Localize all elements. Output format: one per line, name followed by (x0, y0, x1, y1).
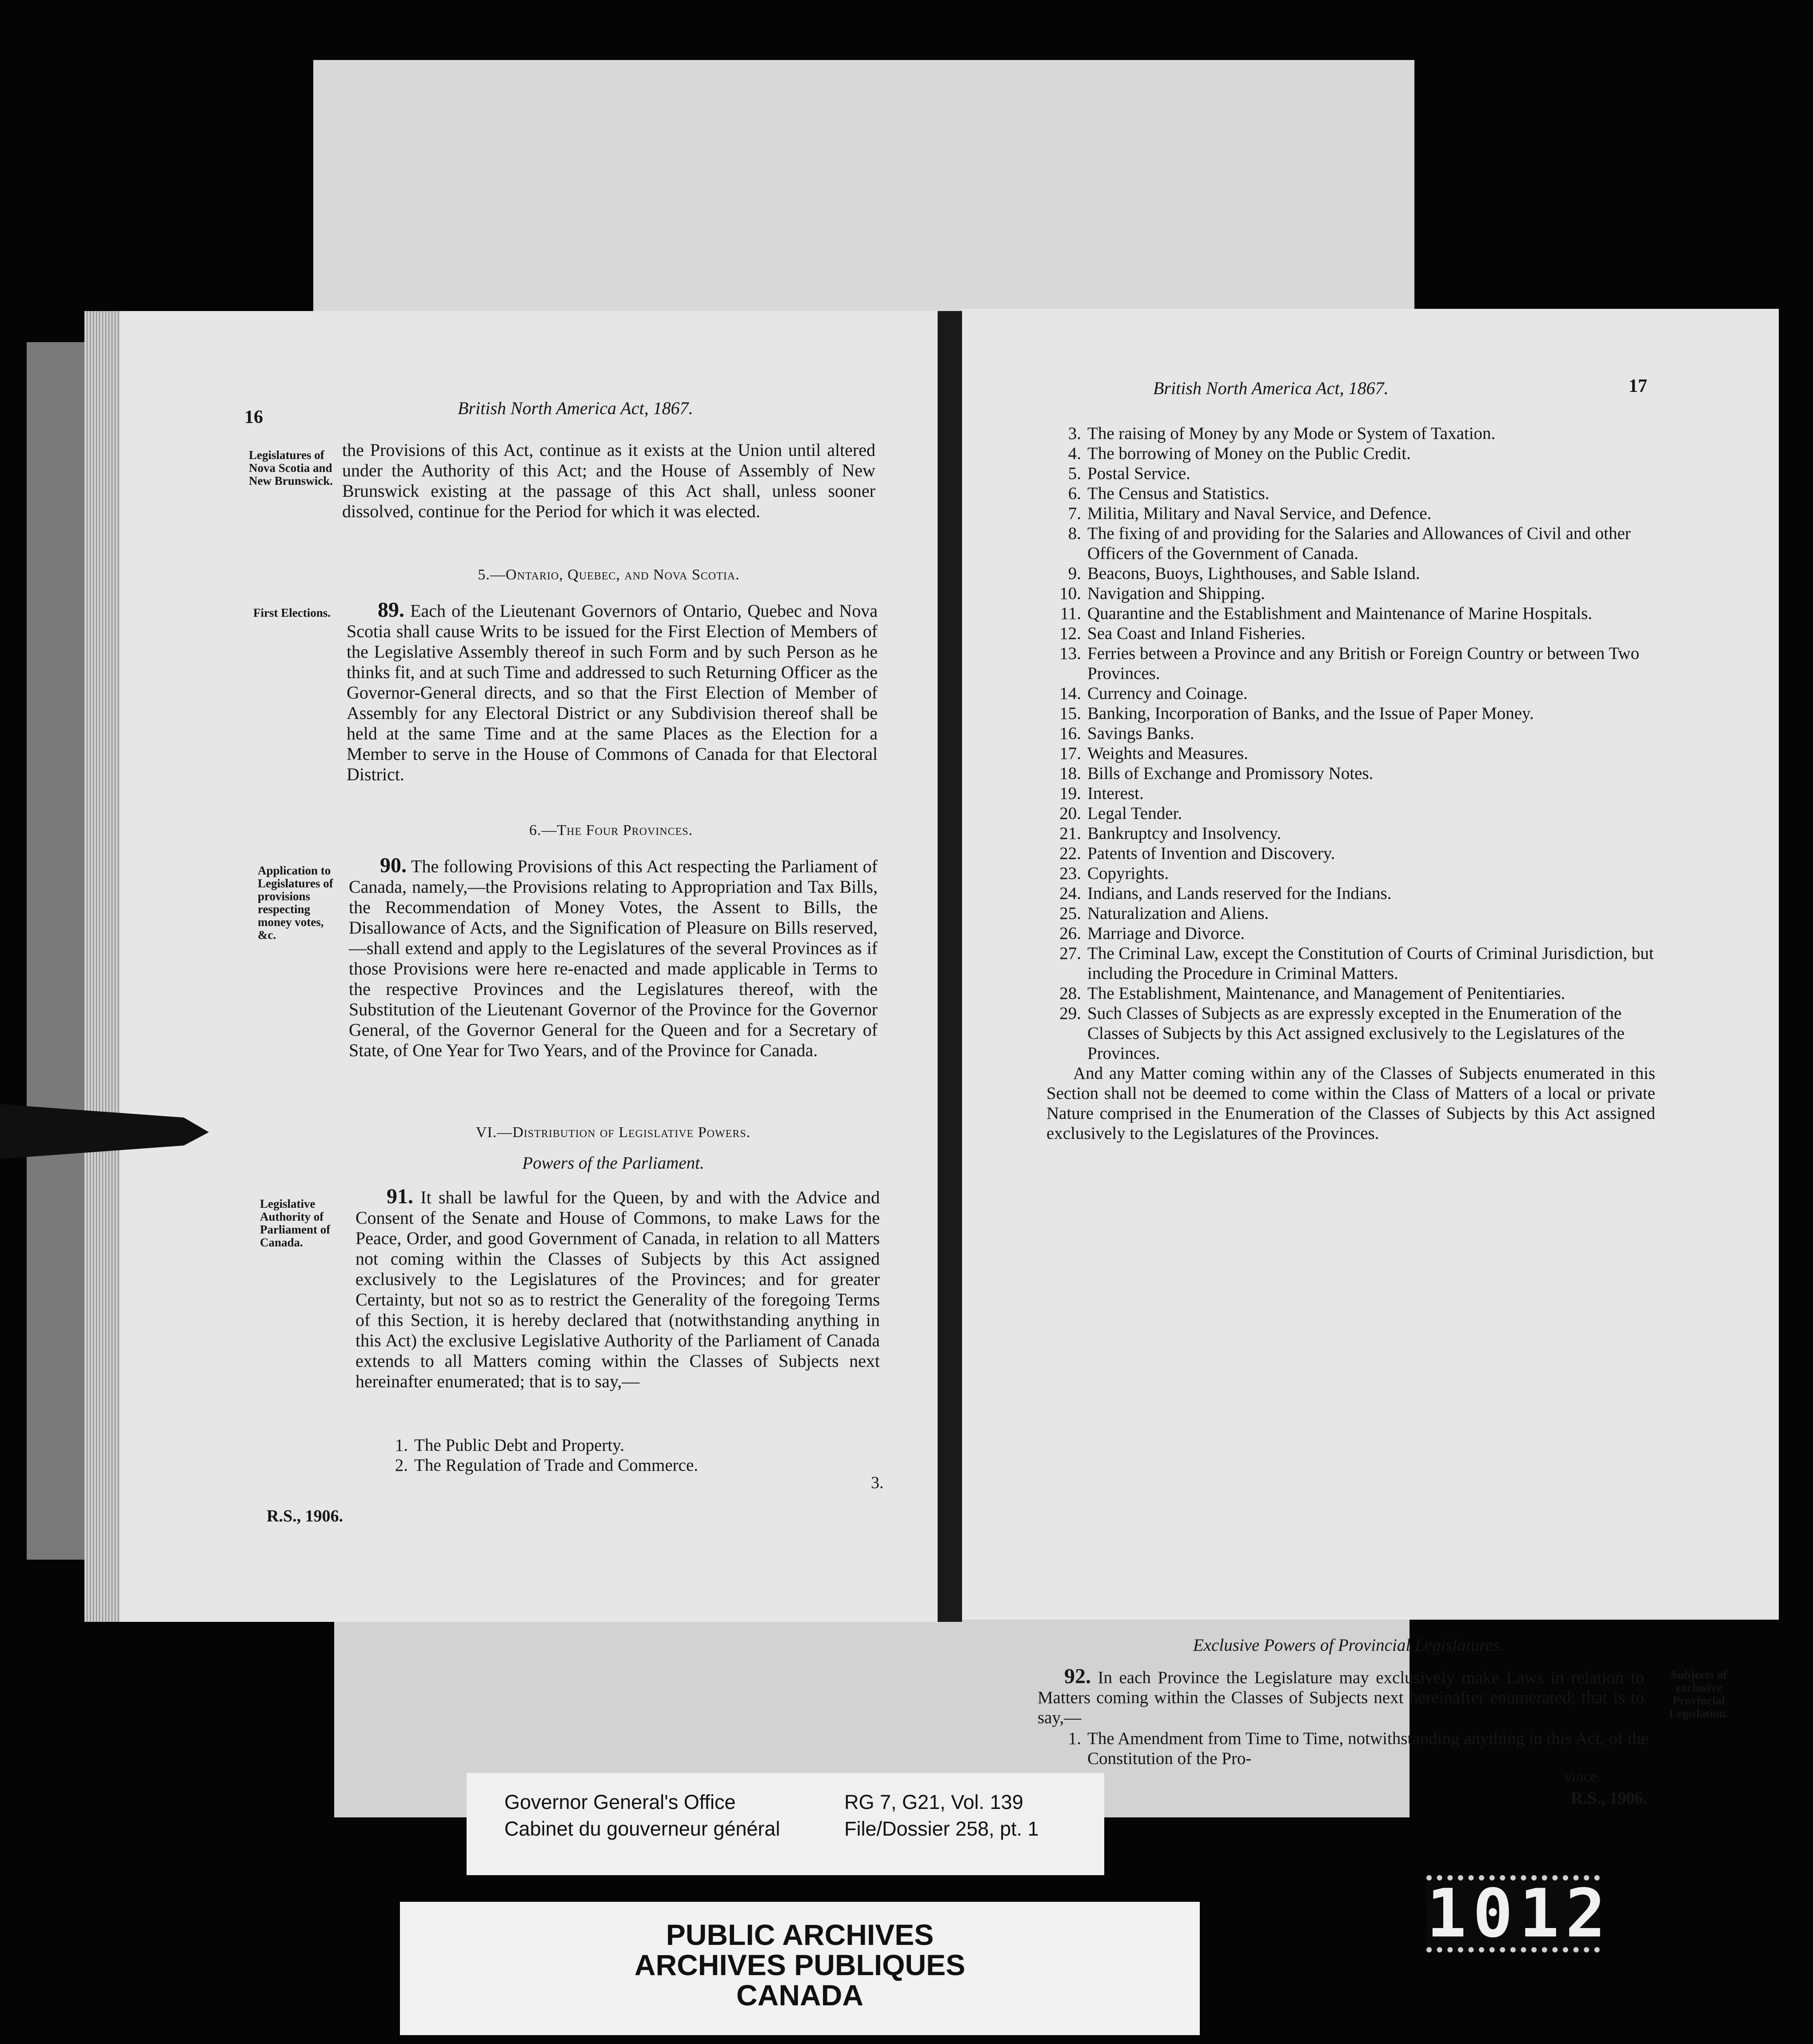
section-89 (347, 600, 878, 785)
right-item-list (1046, 423, 1655, 1143)
subheading-exclusive-powers: Exclusive Powers of Provincial Legislatures. (1193, 1636, 1505, 1655)
stamp-line-3: CANADA (736, 1979, 863, 2012)
left-catchword: 3. (871, 1473, 884, 1492)
left-running-head: British North America Act, 1867. (458, 398, 693, 418)
heading-distribution-powers: VI.—Distribution of Legislative Powers. (475, 1124, 751, 1141)
section-92-item-list (1046, 1729, 1655, 1769)
list-item: 27. The Criminal Law, except the Constitution of Courts of Criminal Jurisdiction, but including the Procedure in Criminal Matters. (1059, 944, 1654, 983)
list-item: 18. Bills of Exchange and Promissory Notes. (1059, 764, 1374, 783)
heading-four-provinces: 6.—The Four Provinces. (529, 822, 693, 838)
stamp-line-2: ARCHIVES PUBLIQUES (634, 1948, 966, 1981)
section-90-text: The following Provisions of this Act respecting the Parliament of Canada, namely,—the Provisions relating to Appropriation and Tax Bills, the Recommendation of Money Votes, the Assent to Bills, the Disallowance of Acts, and the Signification of Pleasure on Bills reserved,—shall extend and apply to the Legislatures of the several Provinces as if those Provisions were here re-enacted and made applicable in Terms to the respective Provinces and the Legislatures thereof, with the Substitution of the Lieutenant Governor of the Province for the Governor General, of the Governor General for the Queen and for a Secretary of State, of One Year for Two Years, and of the Province for Canada. (349, 856, 878, 1060)
list-item: 21. Bankruptcy and Insolvency. (1059, 824, 1282, 843)
list-item: 26. Marriage and Divorce. (1059, 924, 1245, 943)
list-item: 1. The Public Debt and Property. (395, 1436, 624, 1455)
section-91-text: It shall be lawful for the Queen, by and with the Advice and Consent of the Senate and House of Commons, to make Laws for the Peace, Order, and good Government of Canada, in relation to all Matters not coming within the Classes of Subjects by this Act assigned exclusively to the Legislatures of the Provinces; and for greater Certainty, but not so as to restrict the Generality of the foregoing Terms of this Section, it is hereby declared that (notwithstanding anything in this Act) the exclusive Legislative Authority of the Parliament of Canada extends to all Matters coming within the Classes of Subjects next hereinafter enumerated; that is to say,— (355, 1187, 880, 1391)
list-item: 20. Legal Tender. (1059, 804, 1182, 823)
list-item: 12. Sea Coast and Inland Fisheries. (1059, 624, 1306, 643)
list-item: 11. Quarantine and the Establishment and Maintenance of Marine Hospitals. (1060, 604, 1593, 623)
section-89-number: 89. (378, 598, 404, 622)
section-91-closing-para: And any Matter coming within any of the Classes of Subjects enumerated in this Section shall not be deemed to come within the Class of Matters of a local or private Nature comprised in the Enumeration of the Classes of Subjects by this Act assigned exclusively to the Legislatures of the Provinces. (1046, 1064, 1655, 1143)
subheading-powers-parliament: Powers of the Parliament. (522, 1154, 704, 1173)
left-page-number: 16 (244, 407, 263, 427)
list-item: 3. The raising of Money by any Mode or System of Taxation. (1068, 424, 1496, 443)
list-item: 10. Navigation and Shipping. (1059, 584, 1265, 603)
list-item: 5. Postal Service. (1068, 464, 1190, 483)
right-page (962, 309, 1779, 1808)
list-item: 19. Interest. (1059, 784, 1144, 803)
list-item: 7. Militia, Military and Naval Service, and Defence. (1068, 504, 1432, 523)
section-91-number: 91. (387, 1185, 413, 1208)
left-page (120, 311, 938, 1622)
backing-sheet-top (313, 60, 1414, 327)
section-90 (349, 855, 878, 1061)
book-gutter (938, 311, 962, 1622)
section-92-number: 92. (1064, 1665, 1091, 1688)
right-page-number: 17 (1629, 376, 1647, 396)
list-item: 13. Ferries between a Province and any British or Foreign Country or between Two Provinces. (1059, 644, 1640, 683)
office-english: Governor General's Office (504, 1791, 736, 1813)
section-89-text: Each of the Lieutenant Governors of Ontario, Quebec and Nova Scotia shall cause Writs to be issued for the First Election of Members of the Legislative Assembly thereof in such Form and by such Person as he thinks fit, and at such Time and addressed to such Returning Officer as the Governor-General directs, and so that the First Election of Member of Assembly for any Electoral District or any Subdivision thereof shall be held at the same Time and at the same Places as the Election for a Member to serve in the House of Commons of Canada for that Electoral District. (347, 601, 878, 784)
book-edge (27, 342, 89, 1560)
section-90-number: 90. (380, 854, 407, 877)
section-92-text: In each Province the Legislature may exclusively make Laws in relation to Matters coming within the Classes of Subjects next hereinafter enumerated; that is to say,— (1038, 1668, 1645, 1727)
archive-label (467, 1773, 1104, 1875)
frame-number: 1012 (1426, 1875, 1612, 1952)
page-stack (84, 311, 124, 1622)
list-item: 16. Savings Banks. (1059, 724, 1194, 743)
section-91 (355, 1186, 880, 1392)
list-item: 17. Weights and Measures. (1059, 744, 1248, 763)
list-item: 9. Beacons, Buoys, Lighthouses, and Sable Island. (1068, 564, 1420, 583)
para-continuation: the Provisions of this Act, continue as it exists at the Union until altered under the Authority of this Act; and the House of Assembly of New Brunswick existing at the passage of this Act shall, unless sooner dissolved, continue for the Period for which it was elected. (342, 440, 875, 521)
stamp-line-1: PUBLIC ARCHIVES (666, 1918, 934, 1951)
list-item: 15. Banking, Incorporation of Banks, and the Issue of Paper Money. (1059, 704, 1534, 723)
list-item: 28. The Establishment, Maintenance, and Management of Penitentiaries. (1059, 984, 1565, 1003)
list-item: 23. Copyrights. (1059, 864, 1169, 883)
list-item: 25. Naturalization and Aliens. (1059, 904, 1269, 923)
margin-note-legislatures: Legislatures of Nova Scotia and New Brunswick. (249, 448, 333, 487)
list-item: 22. Patents of Invention and Discovery. (1059, 844, 1335, 863)
archive-reference-volume: RG 7, G21, Vol. 139 (844, 1791, 1023, 1813)
list-item: 1. The Amendment from Time to Time, notwithstanding anything in this Act, of the Constitution of the Pro- (1068, 1729, 1649, 1768)
margin-note-legislative-authority: Legislative Authority of Parliament of Canada. (260, 1197, 331, 1249)
section-92 (1038, 1666, 1644, 1728)
left-item-list (373, 1435, 880, 1475)
list-item: 4. The borrowing of Money on the Public Credit. (1068, 444, 1411, 463)
archives-stamp (400, 1902, 1200, 2035)
margin-note-first-elections: First Elections. (253, 606, 331, 619)
margin-note-provincial-legislation: Subjects of exclusive Provincial Legislation. (1669, 1668, 1729, 1720)
archive-reference-file: File/Dossier 258, pt. 1 (844, 1817, 1039, 1840)
list-item: 14. Currency and Coinage. (1059, 684, 1248, 703)
list-item: 2. The Regulation of Trade and Commerce. (395, 1456, 699, 1475)
right-running-head: British North America Act, 1867. (1153, 378, 1389, 398)
left-footer: R.S., 1906. (267, 1507, 343, 1525)
list-item: 6. The Census and Statistics. (1068, 484, 1270, 503)
list-item: 24. Indians, and Lands reserved for the Indians. (1059, 884, 1392, 903)
list-item: 29. Such Classes of Subjects as are expressly excepted in the Enumeration of the Classes of Subjects by this Act assigned exclusively to the Legislatures of the Provinces. (1059, 1004, 1625, 1063)
right-footer: R.S., 1906. (1571, 1789, 1648, 1808)
margin-note-application: Application to Legislatures of provisions respecting money votes, &c. (258, 864, 333, 942)
office-french: Cabinet du gouverneur général (504, 1817, 780, 1840)
list-item: 8. The fixing of and providing for the Salaries and Allowances of Civil and other Officers of the Government of Canada. (1068, 524, 1631, 563)
heading-ontario-quebec: 5.—Ontario, Quebec, and Nova Scotia. (478, 567, 740, 583)
right-catchword: vince (1564, 1769, 1597, 1785)
